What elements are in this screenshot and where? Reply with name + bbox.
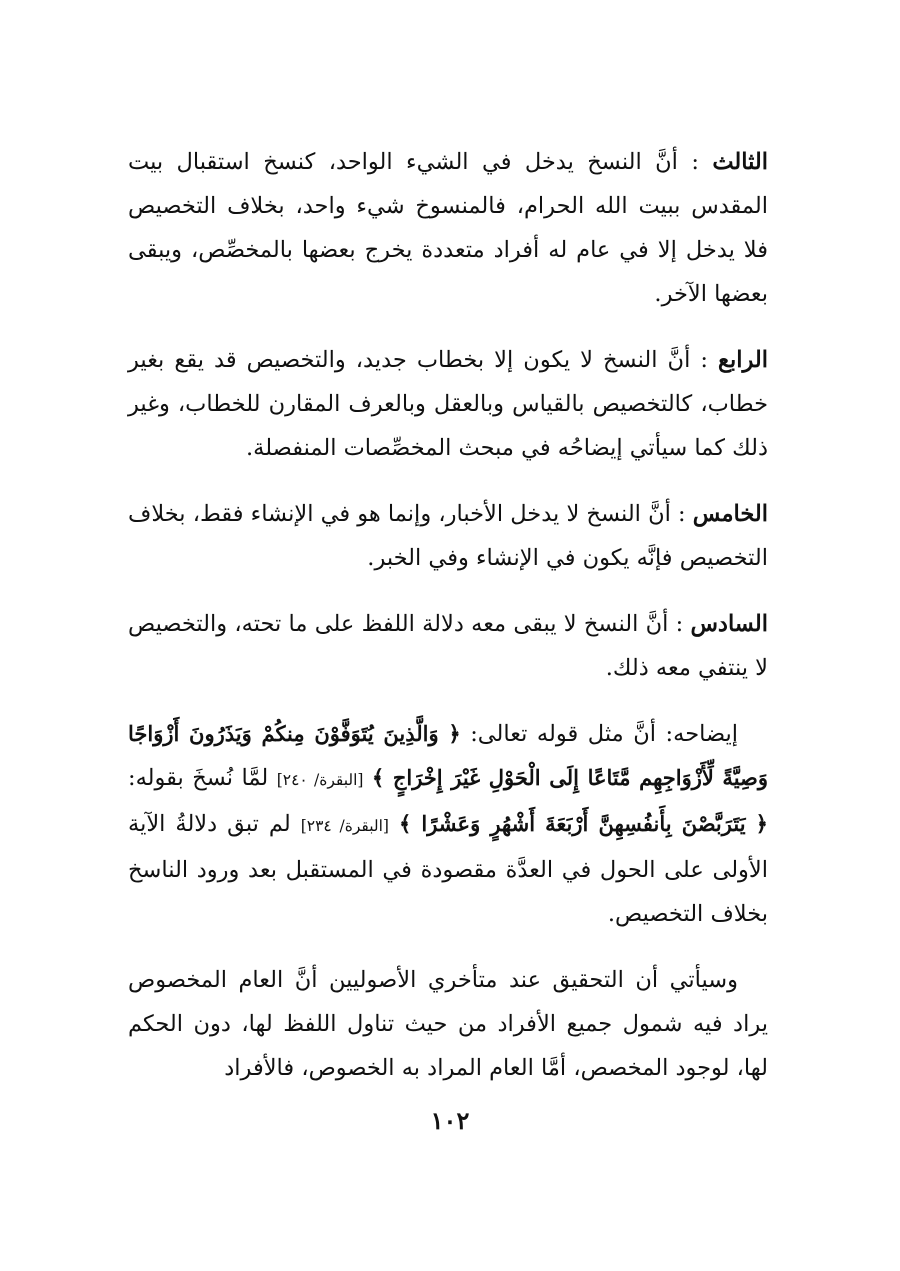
paragraph-third (128, 140, 768, 316)
paragraph-explanation (128, 712, 768, 936)
quran-verse-2: ﴿ يَتَرَبَّصْنَ بِأَنفُسِهِنَّ أَرْبَعَةَ أَشْهُرٍ وَعَشْرًا ﴾ (398, 811, 768, 836)
page-number: ١٠٢ (430, 1106, 470, 1135)
paragraph-body: وسيأتي أن التحقيق عند متأخري الأصوليين أنَّ العام المخصوص يراد فيه شمول جميع الأفراد من حيث تناول اللفظ لها، دون الحكم لها، لوجود المخصص، أمَّا العام المراد به الخصوص، فالأفراد (128, 967, 768, 1081)
paragraph-fourth (128, 338, 768, 470)
paragraph-lead: الثالث (712, 149, 769, 175)
paragraph-body: : أنَّ النسخ لا يدخل الأخبار، وإنما هو في الإنشاء فقط، بخلاف التخصيص فإنَّه يكون في الإنشاء وفي الخبر. (128, 501, 768, 571)
paragraph-closing (128, 958, 768, 1090)
paragraph-lead: الرابع (718, 347, 769, 373)
explanation-mid: لمَّا نُسخَ بقوله: (128, 765, 269, 791)
paragraph-fifth (128, 492, 768, 580)
page-content (128, 140, 768, 1112)
paragraph-sixth (128, 602, 768, 690)
paragraph-lead: السادس (690, 611, 768, 637)
verse-reference-2: [البقرة/ ٢٣٤] (300, 817, 389, 835)
verse-reference-1: [البقرة/ ٢٤٠] (276, 771, 364, 789)
paragraph-body: : أنَّ النسخ لا يكون إلا بخطاب جديد، والتخصيص قد يقع بغير خطاب، كالتخصيص بالقياس وبالعقل وبالعرف المقارن للخطاب، وغير ذلك كما سيأتي إيضاحُه في مبحث المخصِّصات المنفصلة. (128, 347, 768, 461)
explanation-end: لم تبق دلالةُ الآية الأولى على الحول في العدَّة مقصودة في المستقبل بعد ورود الناسخ بخلاف التخصيص. (128, 811, 768, 927)
paragraph-body: : أنَّ النسخ يدخل في الشيء الواحد، كنسخ استقبال بيت المقدس ببيت الله الحرام، فالمنسوخ شيء واحد، بخلاف التخصيص فلا يدخل إلا في عام له أفراد متعددة يخرج بعضها بالمخصِّص، ويبقى بعضها الآخر. (128, 149, 768, 307)
explanation-intro: إيضاحه: أنَّ مثل قوله تعالى: (470, 721, 738, 747)
paragraph-lead: الخامس (692, 501, 769, 527)
quran-verse-1: ﴿ وَالَّذِينَ يُتَوَفَّوْنَ مِنكُمْ وَيَذَرُونَ أَزْوَاجًا وَصِيَّةً لِّأَزْوَاجِهِم مَّتَاعًا إِلَى الْحَوْلِ غَيْرَ إِخْرَاجٍ ﴾ (128, 721, 769, 790)
paragraph-body: : أنَّ النسخ لا يبقى معه دلالة اللفظ على ما تحته، والتخصيص لا ينتفي معه ذلك. (128, 611, 768, 681)
